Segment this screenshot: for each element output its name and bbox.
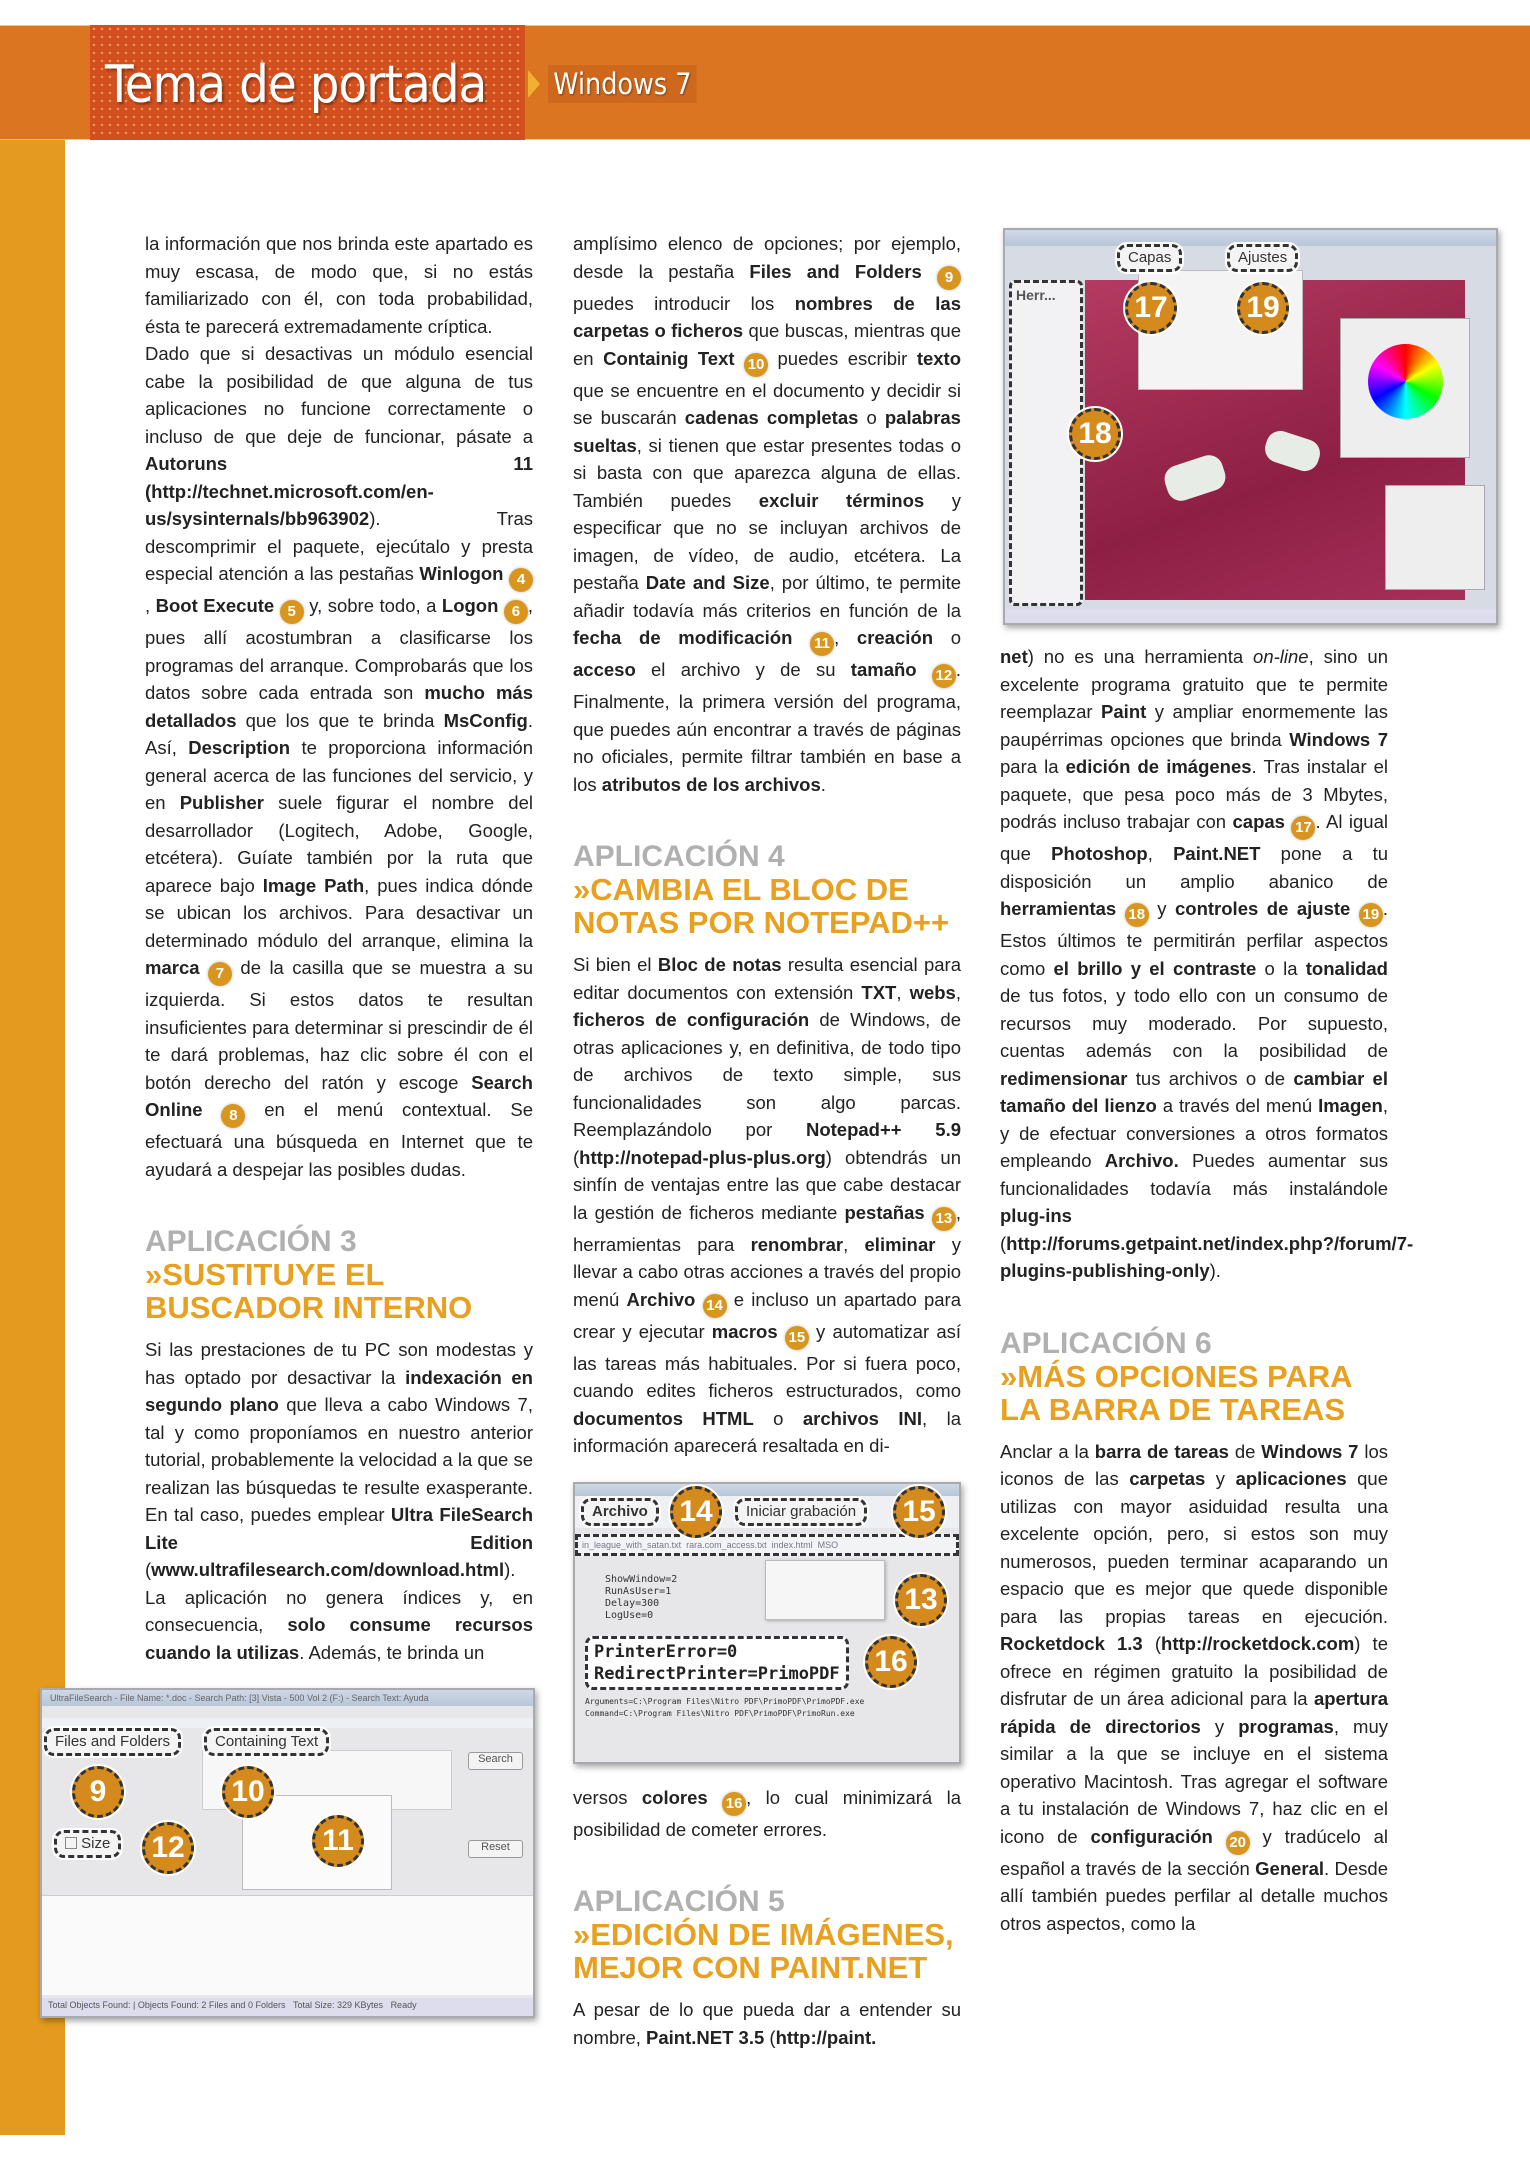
- text: [917, 659, 932, 680]
- text: ). La aplicación no genera índices y, en consecuencia,: [145, 1559, 533, 1635]
- article-text: [145, 1336, 533, 1666]
- bold-text: Image Path: [262, 874, 365, 896]
- bold-text: herramientas: [1000, 898, 1117, 919]
- text: . Finalmente, la primera versión del programa, que puedes aún encontrar a través de páginas no oficiales, permite filtrar también en base a los: [573, 659, 962, 795]
- callout-number-badge: 4: [509, 568, 533, 592]
- code-line: Arguments=C:\Program Files\Nitro PDF\PrimoPDF\PrimoPDF.exe: [585, 1696, 865, 1706]
- callout-badge: 18: [1069, 408, 1121, 460]
- text: en el menú contextual. Se efectuará una búsqueda en Internet que te ayudará a despejar las posibles dudas.: [145, 1099, 534, 1180]
- callout-badge: 13: [895, 1574, 947, 1626]
- column-1: [48, 230, 534, 2018]
- callout-number-badge: 11: [810, 632, 834, 656]
- text: para la: [1000, 756, 1066, 777]
- bold-text: eliminar: [864, 1233, 936, 1255]
- text: , la información aparecerá resaltada en di-: [573, 1407, 961, 1456]
- bold-text: documentos HTML: [573, 1407, 754, 1429]
- results-list: [42, 1895, 533, 1995]
- bold-text: nombres de las carpetas o ficheros: [573, 292, 961, 341]
- bold-text: Imagen: [1318, 1095, 1383, 1116]
- text: y, sobre todo, a: [303, 595, 442, 616]
- bold-text: tonalidad: [1305, 957, 1388, 979]
- text: versos: [573, 1786, 642, 1808]
- text: que utilizas con mayor asiduidad resulta una excelente opción, pero, si estos son muy numerosos, pueden terminar acaparando un espacio que es mejor que quede disponible para las propias tareas en ejecución.: [1000, 1468, 1388, 1627]
- bold-text: Rocketdock 1.3: [1000, 1633, 1143, 1654]
- bold-text: tamaño: [850, 659, 917, 680]
- section-kicker: APLICACIÓN 4: [573, 840, 785, 873]
- text: [792, 627, 810, 648]
- callout-badge: 16: [865, 1636, 917, 1688]
- text: y automatizar así las tareas más habituales. Por si fuera poco, cuando edites ficheros estructurados, como: [573, 1320, 961, 1401]
- callout-number-badge: 8: [221, 1104, 245, 1128]
- text: Anclar a la: [1000, 1440, 1095, 1462]
- text: pone a tu disposición un amplio abanico de: [1000, 843, 1389, 892]
- text: , por último, te permite añadir todavía más criterios en función de la: [573, 572, 962, 621]
- menu-ajustes[interactable]: Ajustes: [1227, 244, 1298, 272]
- text: [695, 1289, 702, 1310]
- bold-text: pestañas: [844, 1201, 925, 1223]
- bold-text: edición de imágenes: [1065, 756, 1252, 777]
- text: ,: [955, 981, 961, 1003]
- callout-badge: 14: [670, 1486, 722, 1538]
- callout-badge: 9: [72, 1766, 124, 1818]
- callout-number-badge: 10: [744, 353, 768, 377]
- text: ) no es una herramienta: [1027, 646, 1254, 667]
- text: ,: [834, 627, 857, 648]
- size-label: Size: [81, 1835, 111, 1852]
- text: . Tras instalar el paquete, que pesa poco más de 3 Mbytes, podrás incluso trabajar con: [1000, 756, 1389, 832]
- bold-text: http://paint.: [775, 2026, 877, 2048]
- section-kicker: APLICACIÓN 3: [145, 1225, 357, 1258]
- callout-badge: 19: [1237, 282, 1289, 334]
- bold-text: redimensionar: [1000, 1067, 1128, 1089]
- bold-text: MsConfig: [443, 709, 528, 731]
- text: de Windows, de otras aplicaciones y, en definitiva, de todo tipo de archivos de texto simple, sus funcionalidades son algo parcas. Reemplazándolo por: [573, 1009, 961, 1140]
- section-kicker: APLICACIÓN 5: [573, 1885, 785, 1918]
- code-lines: [605, 1574, 677, 1622]
- bold-text: atributos de los archivos: [601, 773, 821, 795]
- text: o: [933, 627, 961, 648]
- text: . Al igual que: [1000, 811, 1388, 864]
- bold-text: Containig Text: [603, 347, 735, 369]
- text: , y de efectuar conversiones a otros formatos empleando: [1000, 1095, 1388, 1171]
- text: , herramientas para: [573, 1201, 961, 1255]
- callout-number-badge: 15: [785, 1326, 809, 1350]
- text: ).: [1209, 1260, 1221, 1281]
- bold-text: renombrar: [750, 1233, 844, 1255]
- bold-text: Files and Folders: [749, 260, 922, 282]
- paragraph: [145, 340, 533, 1183]
- text: [1116, 898, 1125, 919]
- bold-text: cambiar el tamaño del lienzo: [1000, 1067, 1388, 1116]
- text: Puedes aumentar sus funcionalidades todavía más instalándole: [1000, 1150, 1389, 1199]
- bold-text: www.ultrafilesearch.com/download.html: [151, 1559, 505, 1580]
- text: a través del menú: [1156, 1095, 1319, 1116]
- article-text: [573, 1996, 961, 2051]
- section-heading: »SUSTITUYE EL BUSCADOR INTERNO: [145, 1257, 473, 1325]
- text: y: [1200, 1715, 1239, 1737]
- callout-number-badge: 12: [932, 664, 956, 688]
- file-tab[interactable]: rara.com_access.txt: [686, 1539, 767, 1550]
- bold-text: Boot Execute: [155, 595, 275, 616]
- bold-text: programas: [1238, 1715, 1334, 1737]
- text: Si las prestaciones de tu PC son modestas y has optado por desactivar la: [145, 1339, 533, 1388]
- text: y: [1148, 898, 1175, 919]
- text: ) obtendrás un sinfín de ventajas entre las que cabe destacar la gestión de ficheros mediante: [573, 1146, 961, 1223]
- menu-archivo[interactable]: Archivo: [581, 1498, 659, 1526]
- bold-text: Date and Size: [645, 572, 770, 593]
- bold-text: Windows 7: [1261, 1440, 1359, 1462]
- callout-number-badge: 14: [703, 1294, 727, 1318]
- code-line: LogUse=0: [605, 1609, 654, 1621]
- paragraph: [573, 230, 961, 798]
- text: [200, 957, 208, 978]
- text: tus archivos o de: [1127, 1067, 1294, 1089]
- text: amplísimo elenco de opciones; por ejemplo, desde la pestaña: [573, 233, 961, 282]
- text: , muy similar a la que se incluye en el sistema operativo Macintosh. Tras agregar el software a tu instalación de Windows 7, haz clic en el icono de: [1000, 1715, 1388, 1847]
- size-checkbox[interactable]: [54, 1830, 121, 1858]
- code-line: ShowWindow=2: [605, 1573, 678, 1585]
- text: que los que te brinda: [236, 709, 444, 731]
- column-3: [1000, 228, 1414, 1937]
- color-wheel[interactable]: [1368, 344, 1443, 419]
- text: los iconos de las: [1000, 1440, 1389, 1489]
- heading-aplicacion-3: [145, 1226, 533, 1324]
- text: ,: [1147, 843, 1174, 864]
- text: ,: [896, 981, 910, 1003]
- bold-text: archivos INI: [802, 1407, 923, 1429]
- text: A pesar de lo que pueda dar a entender su nombre,: [573, 1999, 961, 2048]
- text: te proporciona información general acerca de las funciones del servicio, y en: [145, 737, 533, 813]
- text: o la: [1256, 957, 1306, 979]
- heading-aplicacion-6: [1000, 1328, 1388, 1426]
- text: [1213, 1826, 1226, 1847]
- section-heading: »MÁS OPCIONES PARA LA BARRA DE TAREAS: [1000, 1358, 1352, 1427]
- text: , si tienen que estar presentes todas o si basta con que aparezca alguna de ellas. También puedes: [573, 434, 961, 511]
- status-objects: Total Objects Found: | Objects Found: 2 Files and 0 Folders: [48, 2000, 286, 2010]
- text: y: [1205, 1468, 1236, 1489]
- bold-text: Paint.NET 3.5: [646, 2026, 765, 2048]
- text: Dado que si desactivas un módulo esencial cabe la posibilidad de que alguna de tus aplicaciones no funcione correctamente o incluso de que deje de funcionar, pásate a: [145, 343, 533, 447]
- search-button[interactable]: Search: [468, 1752, 523, 1770]
- bold-text: Bloc de notas: [657, 954, 782, 975]
- text: [925, 1202, 932, 1223]
- callout-number-badge: 7: [208, 962, 232, 986]
- code-line: RunAsUser=1: [605, 1585, 672, 1597]
- bold-text: net: [1000, 646, 1028, 667]
- text: (: [145, 1559, 152, 1580]
- text: el archivo y de su: [635, 659, 851, 680]
- text: , sino un excelente programa gratuito que te permite reemplazar: [1000, 646, 1388, 722]
- article-text: [573, 951, 961, 1460]
- bold-text: Ultra FileSearch Lite Edition: [145, 1504, 533, 1553]
- callout-badge: 10: [222, 1766, 274, 1818]
- text: (: [573, 1146, 580, 1168]
- text: [203, 1099, 222, 1120]
- text: de tus fotos, y todo ello con un consumo de recursos muy moderado. Por supuesto, cuentas además con la posibilidad de: [1000, 985, 1388, 1061]
- code-lines: [585, 1696, 864, 1720]
- section-title: Tema de portada: [105, 55, 487, 115]
- menu-bar: [42, 1718, 533, 1728]
- text: ) te ofrece en régimen gratuito la posibilidad de disfrutar de un área adicional para la: [1000, 1633, 1388, 1709]
- bold-text: Photoshop: [1051, 843, 1148, 864]
- chevron-right-icon: [528, 70, 540, 98]
- callout-number-badge: 17: [1291, 816, 1315, 840]
- bold-text: http://notepad-plus-plus.org: [579, 1146, 826, 1168]
- code-line: Delay=300: [605, 1597, 660, 1609]
- bold-text: Autoruns 11 (http://technet.microsoft.com/en-us/sysinternals/bb963902: [145, 453, 533, 529]
- bold-text: fecha de modificación: [573, 627, 793, 648]
- bold-text: excluir términos: [758, 489, 925, 511]
- text: [778, 1321, 785, 1342]
- paragraph: [1000, 1438, 1388, 1938]
- status-total-size: Total Size: 329 KBytes: [292, 2000, 384, 2010]
- callout-badge: 11: [312, 1815, 364, 1867]
- text: .: [820, 773, 826, 795]
- text: , pues indica dónde se ubican los archivos. Para desactivar un determinado módulo del arranque, elimina la: [145, 874, 533, 951]
- text: . Estos últimos te permitirán perfilar aspectos como: [1000, 898, 1389, 979]
- notepad-plus-plus-screenshot: [573, 1482, 961, 1764]
- colors-panel: [1340, 318, 1470, 458]
- bold-text: indexación en segundo plano: [145, 1366, 533, 1415]
- code-line: RedirectPrinter=PrimoPDF: [594, 1663, 840, 1684]
- tab-files-and-folders[interactable]: Files and Folders: [44, 1728, 181, 1756]
- bold-text: Archivo.: [1104, 1150, 1179, 1171]
- callout-badge: 17: [1125, 282, 1177, 334]
- article-text: [573, 1784, 961, 1844]
- text: que buscas, mientras que en: [573, 320, 961, 369]
- bold-text: Windows 7: [1289, 728, 1388, 750]
- bold-text: http://forums.getpaint.net/index.php?/forum/7-plugins-publishing-only: [1000, 1232, 1414, 1281]
- file-tab[interactable]: MSO: [817, 1539, 839, 1550]
- macro-menu: [765, 1560, 885, 1620]
- callout-number-badge: 6: [504, 600, 528, 624]
- text: , lo cual minimizará la posibilidad de cometer errores.: [573, 1786, 961, 1840]
- text: ,: [145, 595, 156, 616]
- bold-text: Winlogon: [419, 563, 504, 584]
- text: (: [1000, 1232, 1007, 1254]
- text: y tradúcelo al español a través de la sección: [1000, 1825, 1388, 1879]
- ultrafilesearch-screenshot: [40, 1688, 535, 2018]
- callout-number-badge: 13: [932, 1207, 956, 1231]
- paragraph: [145, 1336, 533, 1666]
- menu-iniciar-grabacion[interactable]: Iniciar grabación: [735, 1498, 867, 1526]
- heading-aplicacion-5: [573, 1886, 961, 1984]
- bold-text: marca: [145, 957, 200, 978]
- article-text: [1000, 643, 1414, 1285]
- bold-text: apertura rápida de directorios: [1000, 1688, 1388, 1737]
- section-subtitle: Windows 7: [548, 65, 697, 103]
- highlighted-code: [585, 1636, 849, 1690]
- bold-text: aplicaciones: [1235, 1468, 1347, 1489]
- bold-text: Description: [188, 737, 291, 758]
- code-line: Command=C:\Program Files\Nitro PDF\PrimoPDF\PrimoRun.exe: [585, 1708, 855, 1718]
- window-title: UltraFileSearch - File Name: *.doc - Search Path: [3] Vista - 500 Vol 2 (F:) - Search Text: Ayuda: [42, 1690, 533, 1706]
- bold-text: acceso: [573, 659, 636, 680]
- bold-text: Paint: [1101, 701, 1147, 722]
- text: [735, 348, 745, 369]
- status-bar: [1005, 609, 1496, 623]
- text: [708, 1787, 722, 1808]
- bold-text: Search Online: [145, 1071, 533, 1120]
- text: . Desde allí también puedes perfilar al detalle muchos otros aspectos, como la: [1000, 1857, 1388, 1934]
- text: y especificar que no se incluyan archivos de imagen, de vídeo, de audio, etcétera. La pestaña: [573, 489, 962, 593]
- file-tabs: [575, 1534, 959, 1556]
- bold-text: creación: [856, 627, 934, 648]
- section-kicker: APLICACIÓN 6: [1000, 1326, 1212, 1360]
- bold-text: plug-ins: [1000, 1205, 1072, 1226]
- tools-panel-title: Herr...: [1016, 287, 1056, 303]
- bold-text: colores: [641, 1786, 708, 1808]
- bold-text: configuración: [1090, 1825, 1213, 1847]
- paragraph: [145, 230, 533, 340]
- text: e incluso un apartado para crear y ejecutar: [573, 1288, 961, 1342]
- paragraph: [1000, 643, 1414, 1285]
- status-bar: [42, 1998, 533, 2016]
- bold-text: webs: [909, 981, 956, 1003]
- callout-number-badge: 5: [280, 600, 304, 624]
- bold-text: ficheros de configuración: [573, 1009, 810, 1030]
- text: ). Tras descomprimir el paquete, ejecútalo y presta especial atención a las pestañas: [145, 508, 533, 584]
- bold-text: palabras sueltas: [573, 407, 961, 456]
- bold-text: mucho más detallados: [145, 682, 533, 731]
- paragraph: [573, 951, 961, 1460]
- text: Si bien el: [573, 954, 658, 975]
- bold-text: General: [1255, 1857, 1325, 1879]
- callout-number-badge: 19: [1359, 903, 1383, 927]
- bold-text: capas: [1232, 811, 1285, 832]
- callout-badge: 12: [142, 1822, 194, 1874]
- reset-button[interactable]: Reset: [468, 1840, 523, 1858]
- paragraph: [573, 1996, 961, 2051]
- tab-containing-text[interactable]: Containing Text: [204, 1728, 329, 1756]
- article-text: [145, 230, 533, 1183]
- text: que se encuentre en el documento y decidir si se buscarán: [573, 379, 961, 428]
- text: puedes introducir los: [573, 292, 795, 314]
- file-tab[interactable]: in_league_with_satan.txt: [582, 1539, 682, 1550]
- text: que lleva a cabo Windows 7, tal y como proponíamos en nuestro anterior tutorial, probablemente la velocidad a la que se realizan las búsquedas te resulte exasperante. En tal caso, puedes emplear: [145, 1394, 533, 1525]
- article-text: [1000, 1438, 1388, 1938]
- section-heading: »EDICIÓN DE IMÁGENES, MEJOR CON PAINT.NET: [573, 1917, 954, 1985]
- article-text: [573, 230, 961, 798]
- text: . Además, te brinda un: [299, 1641, 485, 1663]
- callout-number-badge: 18: [1125, 903, 1149, 927]
- column-2: [573, 230, 961, 2051]
- bold-text: texto: [916, 347, 962, 369]
- text: [274, 595, 280, 616]
- status-ready: Ready: [390, 2000, 417, 2010]
- italic-text: on-line: [1253, 646, 1309, 667]
- bold-text: http://rocketdock.com: [1161, 1633, 1355, 1654]
- text: ,: [843, 1233, 865, 1255]
- text: de: [1228, 1440, 1262, 1462]
- bold-text: carpetas: [1129, 1468, 1206, 1489]
- section-heading: »CAMBIA EL BLOC DE NOTAS POR NOTEPAD++: [573, 872, 950, 940]
- layers-panel: [1385, 485, 1485, 590]
- text: suele figurar el nombre del desarrollador (Logitech, Adobe, Google, etcétera). Guíate también por la ruta que aparece bajo: [145, 792, 533, 896]
- text: la información que nos brinda este apartado es muy escasa, de modo que, si no estás familiarizado con él, con toda probabilidad, ésta te parecerá extremadamente críptica.: [145, 233, 533, 337]
- bold-text: Publisher: [179, 792, 264, 813]
- heading-aplicacion-4: [573, 841, 961, 939]
- text: puedes escribir: [768, 347, 917, 369]
- callout-number-badge: 20: [1226, 1831, 1250, 1855]
- bold-text: Paint.NET: [1173, 843, 1261, 864]
- text: [922, 261, 937, 282]
- file-tab[interactable]: index.html: [771, 1539, 813, 1550]
- text: (: [1142, 1633, 1162, 1654]
- text: [1350, 898, 1359, 919]
- code-line: PrinterError=0: [594, 1641, 738, 1662]
- text: (: [764, 2026, 776, 2048]
- bold-text: TXT: [861, 981, 897, 1003]
- callout-number-badge: 16: [722, 1792, 746, 1816]
- paragraph: [573, 1784, 961, 1844]
- text: o: [858, 407, 885, 428]
- bold-text: barra de tareas: [1094, 1440, 1229, 1462]
- bold-text: controles de ajuste: [1175, 898, 1351, 919]
- bold-text: solo consume recursos cuando la utilizas: [145, 1614, 534, 1663]
- text: . Así,: [145, 709, 533, 758]
- text: de la casilla que se muestra a su izquierda. Si estos datos te resultan insuficientes para determinar si prescindir de él te dará problemas, haz clic sobre él con el botón derecho del ratón y escoge: [145, 957, 533, 1093]
- bold-text: Archivo: [626, 1288, 696, 1310]
- text: o: [753, 1407, 803, 1429]
- bold-text: cadenas completas: [684, 407, 859, 428]
- bold-text: Logon: [441, 595, 499, 616]
- bold-text: macros: [711, 1320, 778, 1342]
- paint-net-screenshot: [1003, 228, 1498, 625]
- callout-number-badge: 9: [937, 266, 961, 290]
- menu-capas[interactable]: Capas: [1117, 244, 1182, 272]
- text: y llevar a cabo otras acciones a través del propio menú: [573, 1233, 961, 1310]
- callout-badge: 15: [893, 1486, 945, 1538]
- bold-text: Notepad++ 5.9: [805, 1119, 962, 1140]
- text: resulta esencial para editar documentos con extensión: [573, 954, 961, 1003]
- bold-text: el brillo y el contraste: [1053, 957, 1257, 979]
- text: y ampliar enormemente las paupérrimas opciones que brinda: [1000, 701, 1388, 750]
- text: , pues allí acostumbran a clasificarse los programas del arranque. Comprobarás que los datos sobre cada entrada son: [145, 595, 534, 703]
